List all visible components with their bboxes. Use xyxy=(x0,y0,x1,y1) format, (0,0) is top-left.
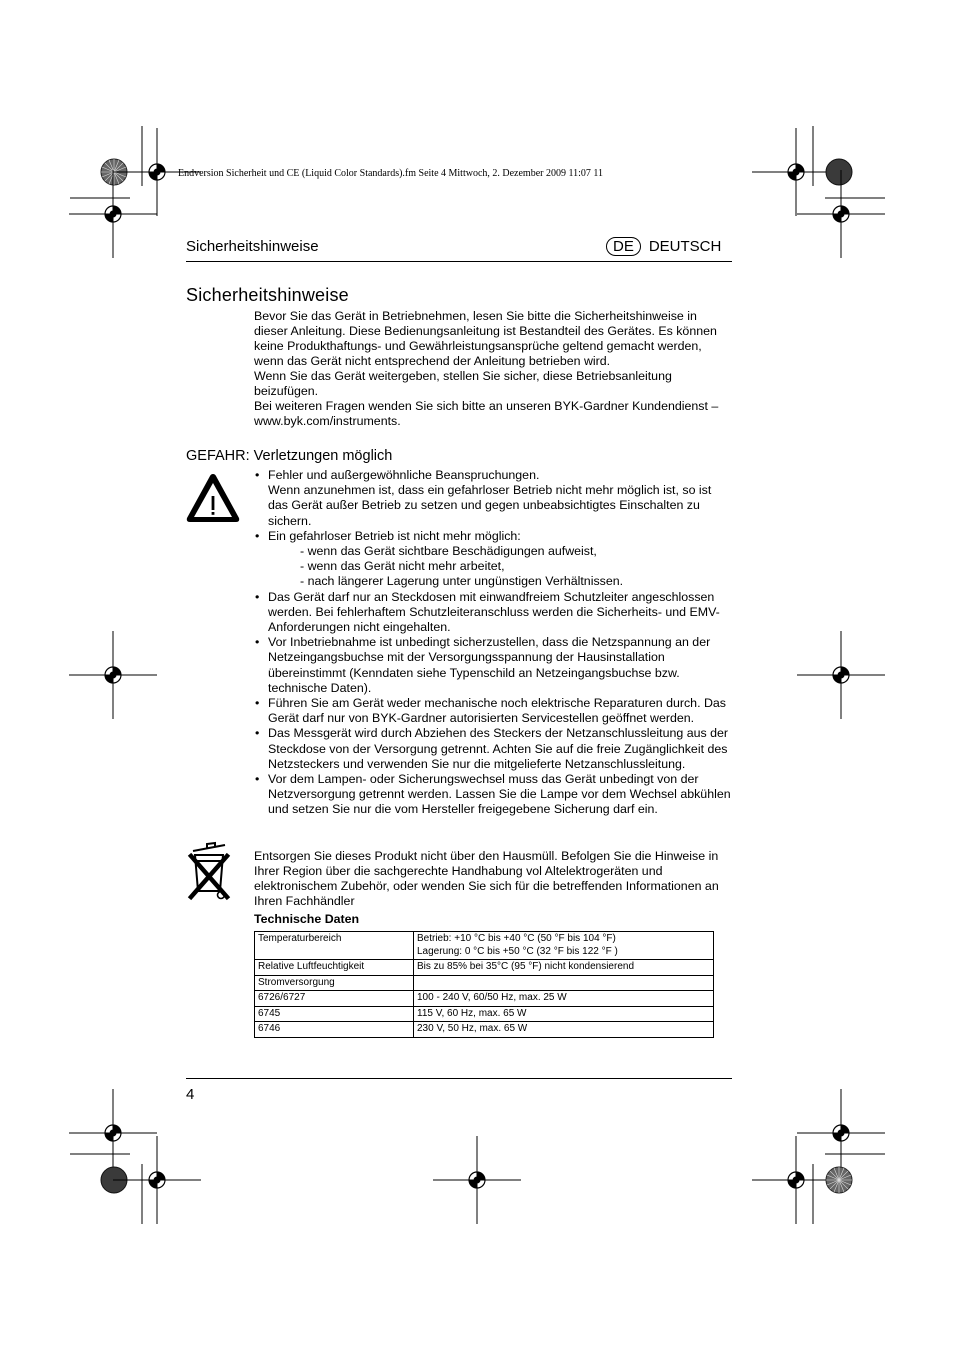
intro-text xyxy=(254,309,734,429)
crossed-out-bin-icon xyxy=(187,841,233,903)
table-cell xyxy=(414,975,714,991)
bullet-detail: Wenn anzunehmen ist, dass ein gefahrloser Betrieb nicht mehr möglich ist, so ist das Gerät außer Betrieb zu setzen und gegen unbeabsichtigtes Einschalten zu sichern. xyxy=(268,483,712,528)
table-cell: Stromversorgung xyxy=(255,975,414,991)
sub-item: - wenn das Gerät sichtbare Beschädigungen aufweist, xyxy=(300,544,597,559)
technical-data-title: Technische Daten xyxy=(254,912,360,926)
table-row xyxy=(255,932,714,960)
header-rule xyxy=(186,261,732,262)
table-cell: Bis zu 85% bei 35°C (95 °F) nicht kondensierend xyxy=(414,960,714,976)
table-cell: 230 V, 50 Hz, max. 65 W xyxy=(414,1022,714,1038)
intro-paragraph: Wenn Sie das Gerät weitergeben, stellen Sie sicher, diese Betriebsanleitung beizufügen. xyxy=(254,369,672,398)
language-code-badge: DE xyxy=(606,237,641,256)
table-cell: Temperaturbereich xyxy=(255,932,414,960)
table-cell: 6745 xyxy=(255,1006,414,1022)
sub-item: - wenn das Gerät nicht mehr arbeitet, xyxy=(300,559,505,574)
sub-item: - nach längerer Lagerung unter ungünstigen Verhältnissen. xyxy=(300,574,624,589)
list-item: • Fehler und außergewöhnliche Beanspruchungen. Wenn anzunehmen ist, dass ein gefahrloser Betrieb nicht mehr möglich ist, so ist das Gerät außer Betrieb zu setzen und gegen unbeabsichtigtes Einschalten zu sichern. xyxy=(254,468,734,529)
header-language xyxy=(606,237,721,256)
table-row xyxy=(255,960,714,976)
list-item: • Führen Sie am Gerät weder mechanische noch elektrische Reparaturen durch. Das Gerät darf nur von BYK-Gardner autorisierten Servicestellen geöffnet werden. xyxy=(255,696,726,726)
table-row xyxy=(255,1006,714,1022)
list-item: • Das Gerät darf nur an Steckdosen mit einwandfreiem Schutzleiter angeschlossen werden. Bei fehlerhaftem Schutzleiteranschluss werden die Sicherheits- und EMV-Anforderungen nicht eingehalten. xyxy=(255,589,720,635)
list-item: • Vor dem Lampen- oder Sicherungswechsel muss das Gerät unbedingt von der Netzversorgung getrennt werden. Lassen Sie die Lampe vor dem Wechsel abkühlen und setzen Sie nur die vom Hersteller freigegebene Sicherung darf ein. xyxy=(255,772,731,817)
table-cell: Betrieb: +10 °C bis +40 °C (50 °F bis 104 °F) Lagerung: 0 °C bis +50 °C (32 °F bis 122 °F ) xyxy=(414,932,714,960)
page-title: Sicherheitshinweise xyxy=(186,285,349,305)
language-name: DEUTSCH xyxy=(648,238,722,255)
footer-rule xyxy=(186,1078,732,1079)
table-cell: 6726/6727 xyxy=(255,991,414,1007)
table-row xyxy=(255,991,714,1007)
page-number: 4 xyxy=(186,1086,195,1103)
danger-heading: GEFAHR: Verletzungen möglich xyxy=(186,448,393,464)
danger-bullet-list xyxy=(254,468,734,818)
intro-paragraph: Bevor Sie das Gerät in Betriebnehmen, lesen Sie bitte die Sicherheitshinweise in dieser Anleitung. Diese Bedienungsanleitung ist Bestandteil des Gerätes. Es können keine Produkthaftungs- und Gewährleistungsansprüche geltend gemacht werden, wenn das Gerät nicht entsprechend der Anleitung betrieben wird. xyxy=(254,309,717,368)
warning-triangle-icon xyxy=(185,472,241,524)
file-info-line: Endversion Sicherheit und CE (Liquid Color Standards).fm Seite 4 Mittwoch, 2. Dezember 2009 11:07 11 xyxy=(178,168,604,179)
disposal-notice: Entsorgen Sie dieses Produkt nicht über den Hausmüll. Befolgen Sie die Hinweise in Ihrer Region über die sachgerechte Handhabung vol Altelektrogeräten und elektronischem Zubehör, oder wenden Sie sich für die betreffenden Informationen an Ihren Fachhändler xyxy=(254,849,719,908)
intro-paragraph: Bei weiteren Fragen wenden Sie sich bitte an unseren BYK-Gardner Kundendienst – www.byk.com/instruments. xyxy=(254,399,719,428)
table-row xyxy=(255,975,714,991)
table-row xyxy=(255,1022,714,1038)
technical-data-table xyxy=(254,931,714,1038)
table-cell: 115 V, 60 Hz, max. 65 W xyxy=(414,1006,714,1022)
list-item: • Das Messgerät wird durch Abziehen des Steckers der Netzanschlussleitung aus der Steckdose von der Versorgung getrennt. Achten Sie auf die freie Zugänglichkeit des Netzsteckers und verwenden Sie nur die mitgelieferte Netzanschlussleitung. xyxy=(255,726,729,771)
table-cell: 100 - 240 V, 60/50 Hz, max. 25 W xyxy=(414,991,714,1007)
list-item: • Vor Inbetriebnahme ist unbedingt sicherzustellen, dass die Netzspannung an der Netzeingangsbuchse mit der Versorgungsspannung der Hausinstallation übereinstimmt (Kenndaten siehe Typenschild an Netzeingangsbuchse bzw. technische Daten). xyxy=(255,635,711,695)
table-cell: Relative Luftfeuchtigkeit xyxy=(255,960,414,976)
table-cell: 6746 xyxy=(255,1022,414,1038)
header-section-title: Sicherheitshinweise xyxy=(186,238,319,255)
list-item: • Ein gefahrloser Betrieb ist nicht mehr möglich: - wenn das Gerät sichtbare Beschädigungen aufweist, - wenn das Gerät nicht mehr arbeitet, - nach längerer Lagerung unter ungünstigen Verhältnissen. xyxy=(254,529,734,590)
